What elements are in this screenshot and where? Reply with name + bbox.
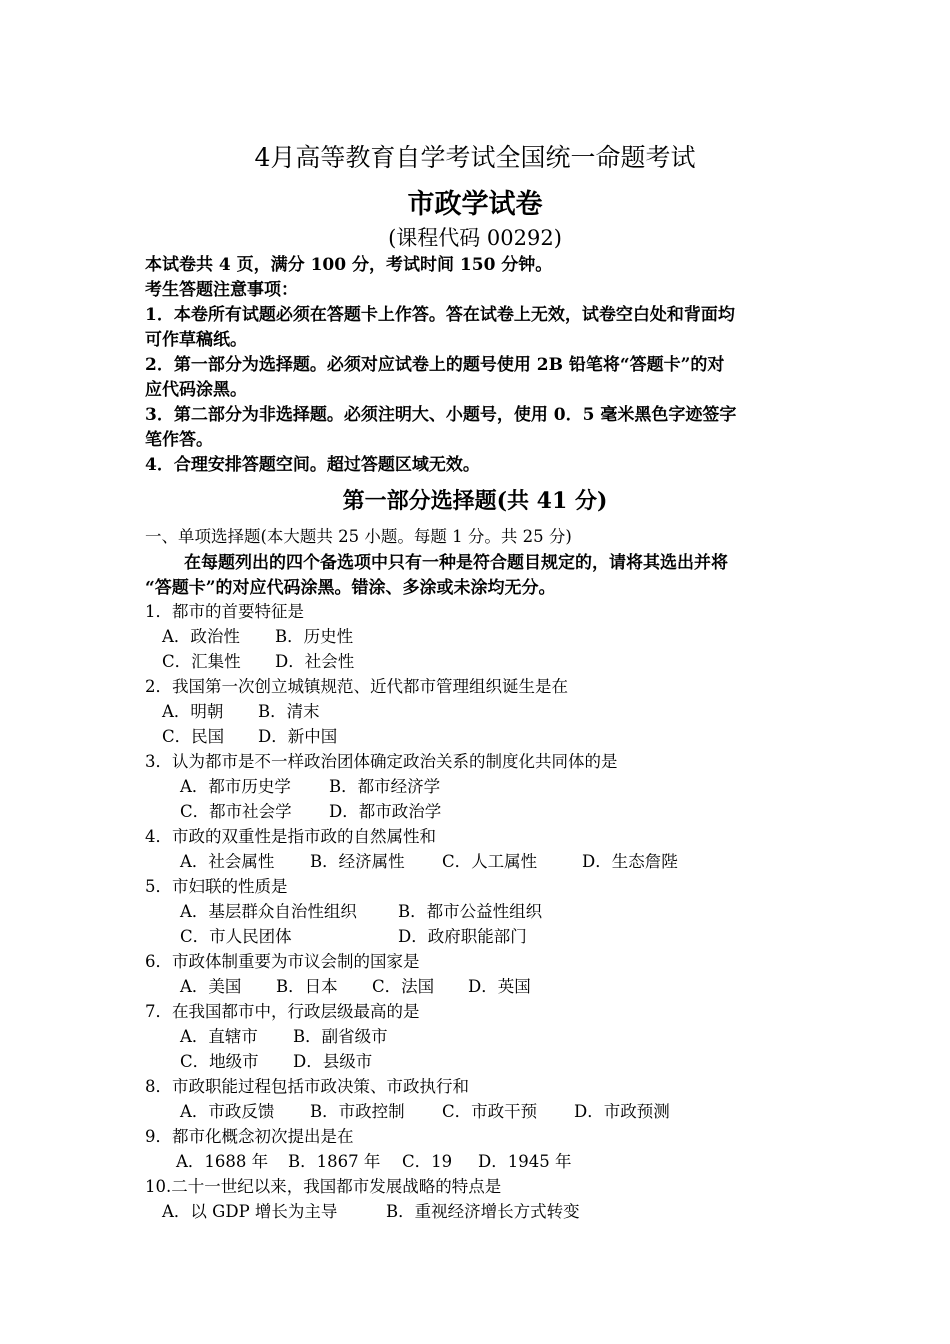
option-c: C．都市社会学 — [180, 802, 292, 821]
option-b: B．副省级市 — [293, 1027, 388, 1046]
option-b: B．都市经济学 — [329, 777, 441, 796]
option-a: A．市政反馈 — [180, 1102, 275, 1121]
question-stem: 2．我国第一次创立城镇规范、近代都市管理组织诞生是在 — [145, 677, 568, 696]
notice-heading: 考生答题注意事项： — [145, 280, 298, 300]
option-d: D．县级市 — [293, 1052, 373, 1071]
notice-item-2-line-1: 2．第一部分为选择题。必须对应试卷上的题号使用 2B 铅笔将“答题卡”的对 — [145, 355, 725, 375]
course-code: (课程代码 00292) — [388, 226, 562, 250]
part-one-heading: 第一部分选择题(共 41 分) — [342, 488, 608, 514]
option-d: D．新中国 — [258, 727, 338, 746]
notice-item-4: 4．合理安排答题空间。超过答题区域无效。 — [145, 455, 480, 475]
option-d: D．政府职能部门 — [398, 927, 527, 946]
option-b: B．都市公益性组织 — [398, 902, 543, 921]
option-b: B．清末 — [258, 702, 320, 721]
option-d: D．社会性 — [275, 652, 355, 671]
option-c: C．民国 — [162, 727, 225, 746]
option-a: A．政治性 — [162, 627, 240, 646]
option-c: C．市人民团体 — [180, 927, 292, 946]
option-d: D．市政预测 — [574, 1102, 670, 1121]
notice-item-2-line-2: 应代码涂黑。 — [145, 380, 247, 400]
option-b: B．日本 — [276, 977, 338, 996]
option-d: D．英国 — [468, 977, 531, 996]
notice-item-3-line-2: 笔作答。 — [145, 430, 213, 450]
question-stem: 7．在我国都市中，行政层级最高的是 — [145, 1002, 420, 1021]
notice-item-3-line-1: 3．第二部分为非选择题。必须注明大、小题号，使用 0．5 毫米黑色字迹签字 — [145, 405, 737, 425]
option-d: D．生态詹陛 — [582, 852, 678, 871]
option-b: B．经济属性 — [310, 852, 405, 871]
directions-line-2: “答题卡”的对应代码涂黑。错涂、多涂或未涂均无分。 — [145, 578, 556, 598]
question-stem: 6．市政体制重要为市议会制的国家是 — [145, 952, 420, 971]
option-c: C．地级市 — [180, 1052, 259, 1071]
paper-title: 市政学试卷 — [407, 189, 543, 220]
question-stem: 10.二十一世纪以来，我国都市发展战略的特点是 — [145, 1177, 502, 1196]
question-stem: 4．市政的双重性是指市政的自然属性和 — [145, 827, 436, 846]
option-a: A．美国 — [180, 977, 242, 996]
option-a: A．基层群众自治性组织 — [180, 902, 357, 921]
option-a: A．明朝 — [162, 702, 224, 721]
option-c: C．19 — [402, 1152, 453, 1171]
option-a: A．都市历史学 — [180, 777, 291, 796]
directions-line-1: 在每题列出的四个备选项中只有一种是符合题目规定的，请将其选出并将 — [184, 553, 728, 573]
option-d: D．1945 年 — [478, 1152, 572, 1171]
notice-item-1-line-2: 可作草稿纸。 — [145, 330, 247, 350]
option-a: A．以 GDP 增长为主导 — [162, 1202, 338, 1221]
option-b: B．历史性 — [275, 627, 354, 646]
exam-title: 4月高等教育自学考试全国统一命题考试 — [254, 143, 696, 172]
option-c: C．法国 — [372, 977, 435, 996]
question-stem: 8．市政职能过程包括市政决策、市政执行和 — [145, 1077, 469, 1096]
notice-item-1-line-1: 1．本卷所有试题必须在答题卡上作答。答在试卷上无效，试卷空白处和背面均 — [145, 305, 735, 325]
question-stem: 9．都市化概念初次提出是在 — [145, 1127, 354, 1146]
option-a: A．社会属性 — [180, 852, 275, 871]
option-c: C．市政干预 — [442, 1102, 538, 1121]
option-a: A．1688 年 — [176, 1152, 269, 1171]
paper-summary: 本试卷共 4 页，满分 100 分，考试时间 150 分钟。 — [145, 255, 553, 275]
option-a: A．直辖市 — [180, 1027, 258, 1046]
option-b: B．重视经济增长方式转变 — [386, 1202, 580, 1221]
option-d: D．都市政治学 — [329, 802, 442, 821]
option-b: B．市政控制 — [310, 1102, 405, 1121]
question-stem: 3．认为都市是不一样政治团体确定政治关系的制度化共同体的是 — [145, 752, 618, 771]
section-title: 一、单项选择题(本大题共 25 小题。每题 1 分。共 25 分) — [145, 527, 572, 546]
option-b: B．1867 年 — [288, 1152, 381, 1171]
option-c: C．汇集性 — [162, 652, 241, 671]
question-stem: 5．市妇联的性质是 — [145, 877, 288, 896]
question-stem: 1．都市的首要特征是 — [145, 602, 304, 621]
option-c: C．人工属性 — [442, 852, 538, 871]
